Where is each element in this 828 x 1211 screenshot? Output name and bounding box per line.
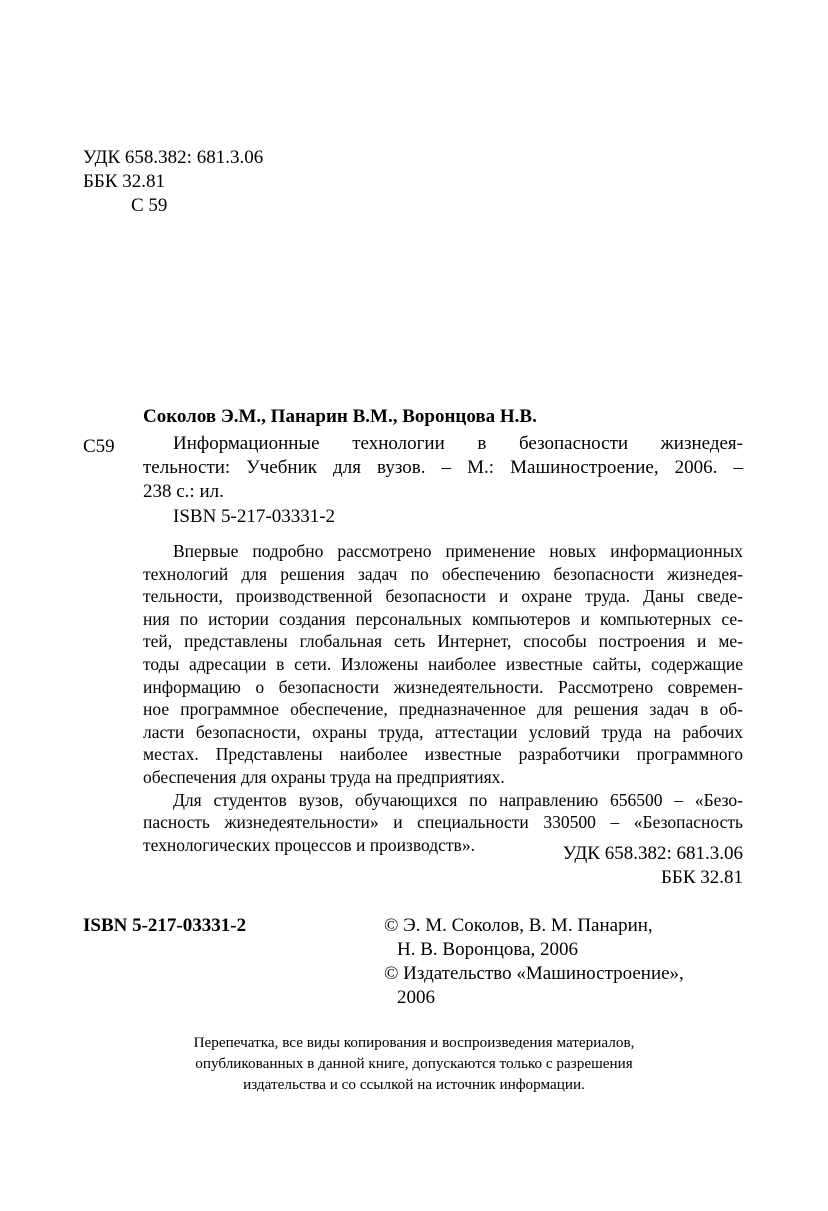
annotation-line: ния по истории создания персональных компьютеров и компьютерных се- [143, 608, 743, 629]
annotation-line: тей, представлены глобальная сеть Интернет, способы построения и ме- [143, 631, 743, 652]
annotation-line: ное программное обеспечение, предназначенное для решения задач в об- [143, 699, 743, 720]
annotation [143, 540, 743, 856]
annotation-udk: УДК 658.382: 681.3.06 [562, 843, 743, 864]
notice-line: издательства и со ссылкой на источник информации. [243, 1076, 585, 1093]
entry-index: С59 [83, 436, 115, 457]
entry-title [143, 432, 743, 504]
annotation-line: обеспечения для охраны труда на предприятиях. [143, 766, 505, 787]
entry-authors: Соколов Э.М., Панарин В.М., Воронцова Н.В. [143, 406, 537, 427]
entry-isbn: ISBN 5-217-03331-2 [173, 506, 336, 527]
annotation-line: ласти безопасности, охраны труда, аттестации условий труда на рабочих [143, 721, 743, 742]
annotation-line: Впервые подробно рассмотрено применение новых информационных [173, 541, 743, 561]
header-bbk: ББК 32.81 [83, 171, 165, 192]
annotation-line: технологий для решения задач по обеспечению безопасности жизнедея- [143, 563, 743, 584]
reproduction-notice [114, 1032, 714, 1095]
annotation-line: местах. Представлены наиболее известные разработчики программного [143, 744, 743, 765]
annotation-line: информацию о безопасности жизнедеятельности. Рассмотрено современ- [143, 676, 743, 697]
annotation-line: тельности, производственной безопасности и охране труда. Даны сведе- [143, 586, 743, 607]
annotation-bbk: ББК 32.81 [661, 867, 743, 888]
copyright-line: © Э. М. Соколов, В. М. Панарин, [384, 915, 653, 936]
copyright-line: Н. В. Воронцова, 2006 [397, 939, 579, 960]
entry-title-line: тельности: Учебник для вузов. – М.: Машиностроение, 2006. – [143, 457, 743, 478]
annotation-line: пасность жизнедеятельности» и специальности 330500 – «Безопасность [143, 812, 743, 833]
header-udk: УДК 658.382: 681.3.06 [83, 147, 264, 168]
entry-title-line: Информационные технологии в безопасности жизнедея- [173, 433, 743, 454]
notice-line: Перепечатка, все виды копирования и воспроизведения материалов, [193, 1034, 635, 1051]
annotation-line: технологических процессов и производств». [143, 834, 475, 855]
annotation-line: Для студентов вузов, обучающихся по направлению 656500 – «Безо- [173, 789, 743, 810]
header-code: С 59 [131, 195, 168, 216]
copyright-line: 2006 [397, 987, 435, 1008]
copyright-isbn: ISBN 5-217-03331-2 [83, 915, 247, 936]
notice-line: опубликованных в данной книге, допускаются только с разрешения [195, 1055, 633, 1072]
annotation-line: тоды адресации в сети. Изложены наиболее известные сайты, содержащие [143, 653, 743, 674]
copyright-line: © Издательство «Машиностроение», [384, 963, 684, 984]
entry-title-line: 238 с.: ил. [143, 481, 224, 502]
